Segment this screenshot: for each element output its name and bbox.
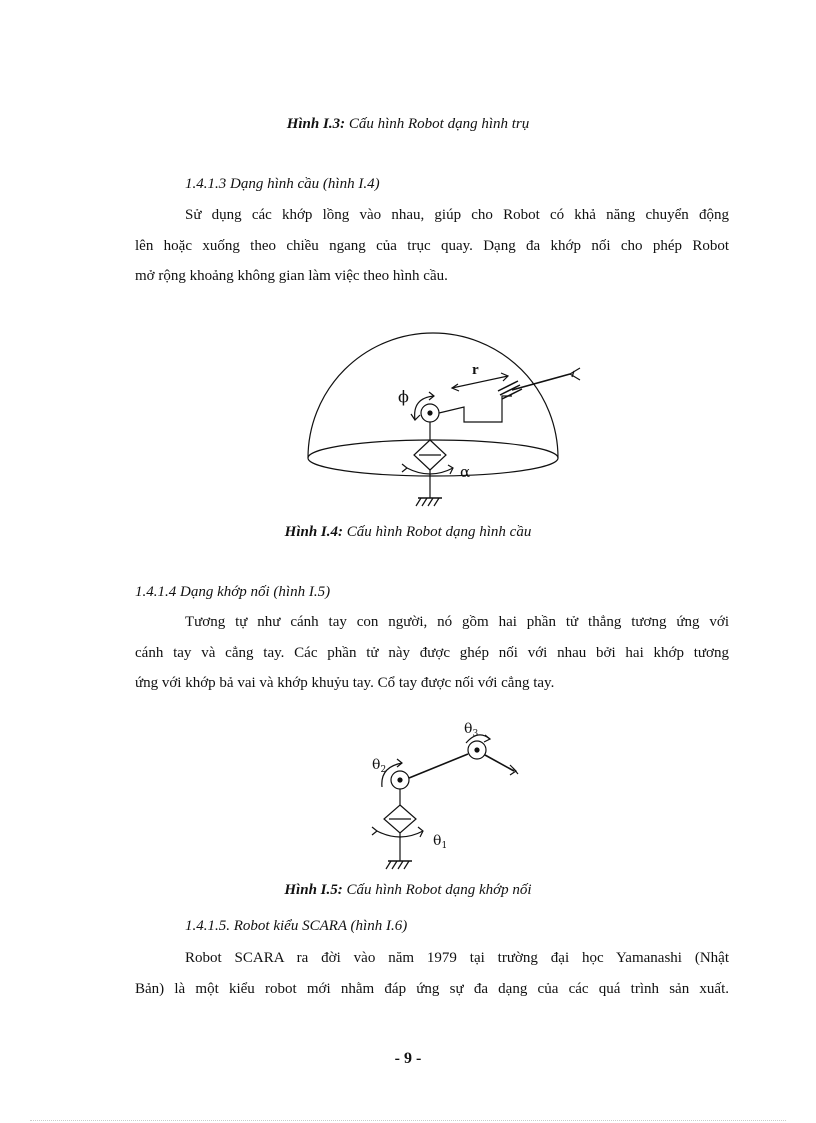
prismatic-arm bbox=[512, 374, 570, 390]
paragraph-line: lên hoặc xuống theo chiều ngang của trục quay. Dạng đa khớp nối cho phép Robot bbox=[135, 237, 729, 254]
section-1413-heading: 1.4.1.3 Dạng hình cầu (hình I.4) bbox=[185, 176, 380, 192]
r-dimension-arrow bbox=[452, 376, 508, 388]
section-1414-heading: 1.4.1.4 Dạng khớp nối (hình I.5) bbox=[135, 584, 331, 600]
sphere-base-ellipse bbox=[308, 440, 558, 476]
figure-4-caption bbox=[0, 524, 816, 541]
figure-3-caption bbox=[0, 116, 816, 133]
figure-3-text: Cấu hình Robot dạng hình trụ bbox=[345, 116, 530, 132]
figure-4-spherical-robot bbox=[290, 318, 600, 518]
paragraph-line: mở rộng khoảng không gian làm việc theo hình cầu. bbox=[135, 268, 448, 284]
section-1413-paragraph bbox=[135, 200, 729, 292]
page-number: - 9 - bbox=[394, 1050, 422, 1067]
label-theta2: $\theta_2$ bbox=[372, 757, 387, 775]
section-1415-heading: 1.4.1.5. Robot kiểu SCARA (hình I.6) bbox=[185, 918, 408, 934]
forearm-link bbox=[485, 755, 514, 771]
section-1415-paragraph bbox=[135, 943, 729, 1004]
gripper-icon bbox=[570, 368, 580, 380]
phi-rotation-arrow bbox=[415, 396, 434, 420]
page-bottom-border bbox=[30, 1120, 786, 1121]
label-phi: ϕ bbox=[398, 387, 409, 406]
figure-5-caption bbox=[0, 882, 816, 899]
arm-link bbox=[439, 396, 512, 422]
figure-5-articulated-robot bbox=[360, 713, 540, 875]
figure-4-text: Cấu hình Robot dạng hình cầu bbox=[343, 524, 532, 540]
label-r: r bbox=[472, 362, 479, 378]
label-alpha: α bbox=[460, 463, 471, 481]
paragraph-line: Bản) là một kiểu robot mới nhằm đáp ứng sự đa dạng của các quá trình sản xuất. bbox=[135, 980, 729, 997]
paragraph-line: Sử dụng các khớp lồng vào nhau, giúp cho Robot có khả năng chuyển động bbox=[185, 207, 729, 223]
paragraph-line: Tương tự như cánh tay con người, nó gồm hai phần tử thẳng tương ứng với bbox=[185, 614, 729, 630]
figure-4-label: Hình I.4: bbox=[284, 524, 344, 540]
label-theta3: $\theta_3$ bbox=[464, 721, 479, 739]
figure-5-label: Hình I.5: bbox=[284, 882, 343, 898]
paragraph-line: ứng với khớp bả vai và khớp khuỷu tay. Cổ tay được nối với cẳng tay. bbox=[135, 675, 555, 691]
figure-5-text: Cấu hình Robot dạng khớp nối bbox=[342, 882, 532, 898]
paragraph-line: Robot SCARA ra đời vào năm 1979 tại trường đại học Yamanashi (Nhật bbox=[185, 950, 729, 966]
upper-arm-link bbox=[409, 754, 468, 778]
section-1414-paragraph bbox=[135, 607, 729, 699]
paragraph-line: cánh tay và cẳng tay. Các phần tử này được ghép nối với nhau bởi hai khớp tương bbox=[135, 644, 729, 661]
label-theta1: $\theta_1$ bbox=[433, 833, 448, 851]
figure-3-label: Hình I.3: bbox=[286, 116, 346, 132]
